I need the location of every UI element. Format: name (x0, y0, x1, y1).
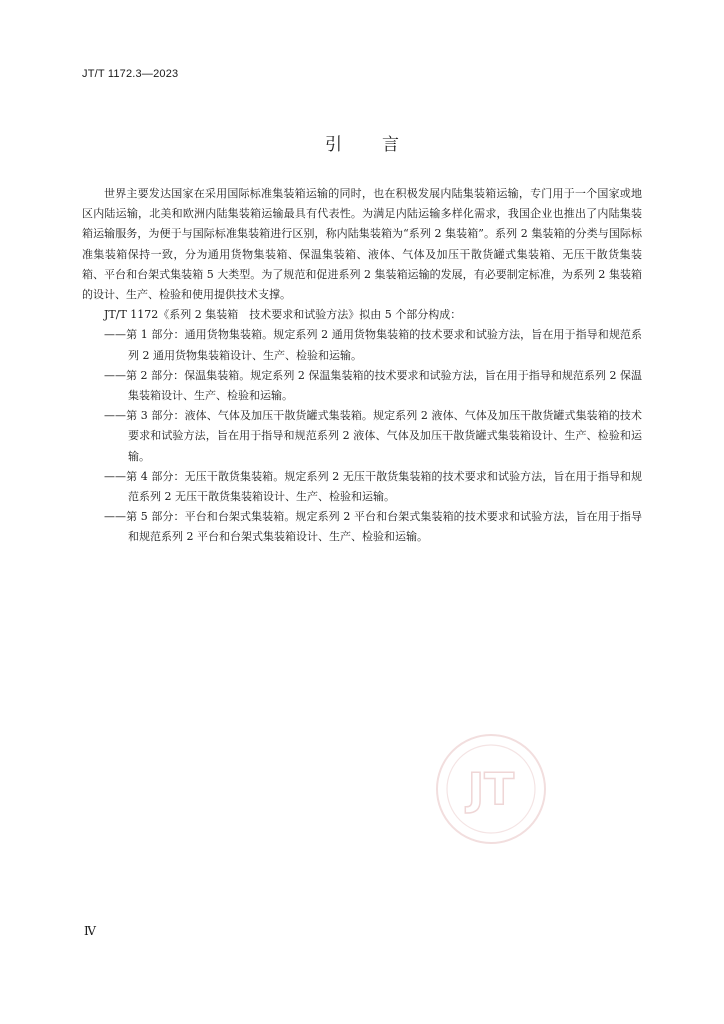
list-item: ——第 4 部分：无压干散货集装箱。规定系列 2 无压干散货集装箱的技术要求和试验方法，旨在用于指导和规范系列 2 无压干散货集装箱设计、生产、检验和运输。 (104, 469, 642, 504)
section-title: 引言 (325, 135, 439, 155)
seal-text: JT (467, 764, 515, 815)
list-item: ——第 5 部分：平台和台架式集装箱。规定系列 2 平台和台架式集装箱的技术要求和试验方法，旨在用于指导和规范系列 2 平台和台架式集装箱设计、生产、检验和运输。 (104, 510, 642, 544)
list-item: ——第 3 部分：液体、气体及加压干散货罐式集装箱。规定系列 2 液体、气体及加压干散货罐式集装箱的技术要求和试验方法，旨在用于指导和规范系列 2 液体、气体及加压干散货罐式集装箱设计、生产、检验和运输。 (104, 409, 642, 463)
jt-watermark-seal (434, 732, 548, 846)
intro-paragraph: 世界主要发达国家在采用国际标准集装箱运输的同时，也在积极发展内陆集装箱运输，专门用于一个国家或地区内陆运输，北美和欧洲内陆集装箱运输最具有代表性。为满足内陆运输多样化需求，我国企业也推出了内陆集装箱运输服务，为便于与国际标准集装箱进行区别，称内陆集装箱为“系列 2 集装箱”。系列 2 集装箱的分类与国际标准集装箱保持一致，分为通用货物集装箱、保温集装箱、液体、气体及加压干散货罐式集装箱、无压干散货集装箱、平台和台架式集装箱 5 大类型。为了规范和促进系列 2 集装箱运输的发展，有必要制定标准，为系列 2 集装箱的设计、生产、检验和使用提供技术支撑。 (82, 187, 642, 302)
page-number: Ⅳ (84, 924, 96, 938)
body-text (82, 184, 642, 548)
structure-paragraph: JT/T 1172《系列 2 集装箱 技术要求和试验方法》拟由 5 个部分构成： (104, 308, 462, 322)
list-item: ——第 2 部分：保温集装箱。规定系列 2 保温集装箱的技术要求和试验方法，旨在用于指导和规范系列 2 保温集装箱设计、生产、检验和运输。 (104, 368, 642, 403)
document-number: JT/T 1172.3—2023 (82, 68, 179, 80)
list-item: ——第 1 部分：通用货物集装箱。规定系列 2 通用货物集装箱的技术要求和试验方法，旨在用于指导和规范系列 2 通用货物集装箱设计、生产、检验和运输。 (104, 328, 642, 362)
